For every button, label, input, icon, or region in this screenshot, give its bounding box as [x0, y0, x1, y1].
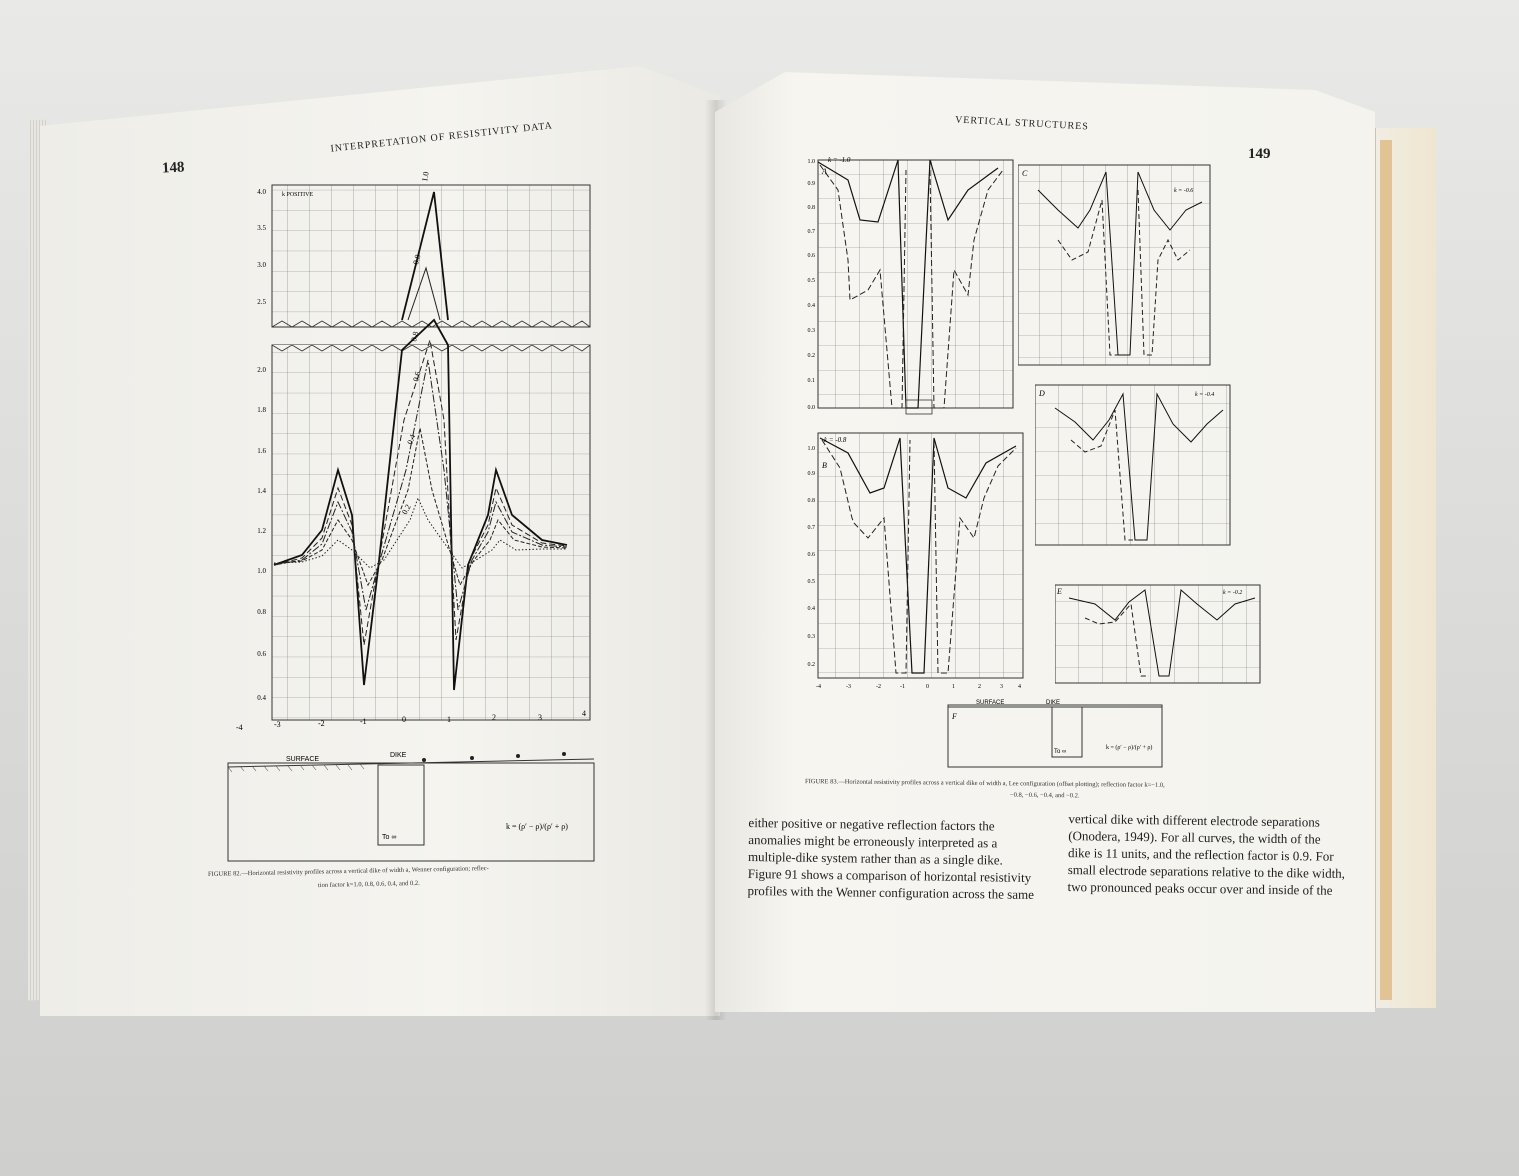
y-tick: 0.4: [257, 694, 266, 702]
y-tick: 0.3: [807, 328, 815, 334]
page-number-right: 149: [1248, 146, 1271, 162]
y-tick: 0.4: [807, 606, 815, 612]
y-tick: 1.0: [807, 159, 815, 165]
body-line: either positive or negative reflection factors the: [748, 815, 995, 834]
x-tick: 4: [1018, 684, 1021, 690]
y-tick: 1.8: [257, 406, 266, 414]
x-tick: -3: [274, 720, 281, 729]
running-head-right: VERTICAL STRUCTURES: [954, 114, 1090, 133]
y-tick: 0.2: [807, 662, 815, 668]
panel-b-k: k = -0.8: [824, 436, 847, 444]
panel-e-k: k = -0.2: [1223, 590, 1243, 596]
section-dike-label: DIKE: [390, 752, 407, 759]
section-infinity-label: To ∞: [382, 834, 397, 841]
section-f-dike: DIKE: [1046, 700, 1061, 706]
y-tick: 0.8: [257, 608, 266, 616]
panel-c-id: C: [1022, 169, 1028, 178]
curve-label-1-upper: 1.0: [420, 170, 431, 183]
panel-c: [1018, 160, 1218, 375]
section-f-formula: k = (ρ′ − ρ)/(ρ′ + ρ): [1106, 745, 1153, 751]
y-tick: 0.6: [807, 253, 815, 259]
panel-a-k: k = -1.0: [828, 156, 851, 164]
x-tick: 2: [492, 713, 496, 722]
y-tick: 0.3: [807, 634, 815, 640]
x-tick: 0: [926, 684, 929, 690]
curve-label-06: 0.6: [411, 370, 423, 383]
x-tick: 3: [538, 713, 542, 722]
upper-panel: [257, 171, 590, 327]
panel-b: [788, 428, 1028, 693]
body-line: vertical dike with different electrode separations: [1068, 811, 1320, 830]
body-column-1: [747, 814, 1035, 903]
section-surface-label: SURFACE: [286, 756, 320, 763]
y-tick: 0.9: [807, 471, 815, 477]
body-line: dike is 11 units, and the reflection factor is 0.9. For: [1067, 845, 1334, 864]
panel-a: [788, 150, 1018, 420]
running-head-left: INTERPRETATION OF RESISTIVITY DATA: [330, 120, 554, 155]
panel-a-id: A: [822, 167, 827, 176]
y-tick: 0.5: [807, 278, 815, 284]
figure-82-plot: [222, 170, 602, 740]
y-tick: 1.2: [257, 527, 266, 535]
body-column-2: [1067, 810, 1345, 899]
x-tick: 4: [582, 709, 586, 718]
body-line: multiple-dike system rather than as a single dike.: [747, 849, 1003, 868]
x-tick: -1: [360, 717, 367, 726]
panel-c-k: k = -0.6: [1174, 188, 1194, 194]
y-tick: 4.0: [257, 188, 266, 196]
curve-label-02: 0.2: [399, 502, 413, 516]
y-tick: 1.6: [257, 447, 266, 455]
y-tick: 0.6: [257, 650, 266, 658]
x-tick: 3: [1000, 684, 1003, 690]
y-tick: 0.1: [807, 378, 815, 384]
y-tick: 2.5: [257, 298, 266, 306]
y-tick: 0.0: [807, 405, 815, 411]
body-line: profiles with the Wenner configuration across the same: [747, 882, 1035, 902]
y-tick: 0.7: [807, 525, 815, 531]
y-tick: 0.8: [807, 205, 815, 211]
body-line: small electrode separations relative to the dike width,: [1067, 862, 1346, 881]
body-line: (Onodera, 1949). For all curves, the width of the: [1068, 828, 1321, 847]
x-tick: 1: [952, 684, 955, 690]
figure-82-caption-line-1: FIGURE 82.—Horizontal resistivity profiles across a vertical dike of width a, Wenner configuration; reflec-: [207, 865, 489, 878]
section-f-id: F: [952, 712, 957, 721]
lower-panel: [236, 320, 590, 732]
k-positive-label: k POSITIVE: [282, 192, 314, 198]
panel-d-id: D: [1039, 389, 1045, 398]
body-line: Figure 91 shows a comparison of horizontal resistivity: [747, 865, 1032, 885]
figure-82-caption-line-2: tion factor k=1.0, 0.8, 0.6, 0.4, and 0.2.: [317, 879, 420, 890]
panel-d-k: k = -0.4: [1195, 392, 1215, 398]
x-tick: -2: [318, 719, 325, 728]
book-cover-spine: [1380, 140, 1392, 1000]
y-tick: 0.9: [807, 181, 815, 187]
section-f-infinity: To ∞: [1054, 749, 1067, 755]
panel-d: [1035, 380, 1235, 555]
y-tick: 2.0: [257, 366, 266, 374]
curve-label-08-upper: 0.8: [411, 253, 423, 266]
panel-b-id: B: [822, 461, 827, 470]
section-formula: k = (ρ′ − ρ)/(ρ′ + ρ): [506, 822, 568, 831]
x-tick: -4: [816, 684, 821, 690]
body-line: two pronounced peaks occur over and inside of the: [1067, 879, 1333, 898]
y-tick: 0.6: [807, 552, 815, 558]
x-tick: 0: [402, 715, 406, 724]
section-f-surface: SURFACE: [976, 700, 1005, 706]
y-tick: 3.0: [257, 261, 266, 269]
curve-label-04: 0.4: [405, 433, 418, 446]
x-tick: 1: [447, 715, 451, 724]
x-tick: 2: [978, 684, 981, 690]
panel-e: [1055, 580, 1267, 690]
x-tick: -1: [900, 684, 905, 690]
figure-82-section: [226, 745, 598, 865]
y-tick: 0.2: [807, 353, 815, 359]
y-tick: 0.8: [807, 498, 815, 504]
y-tick: 3.5: [257, 224, 266, 232]
curve-label-08: 0.8: [409, 330, 421, 343]
x-tick: -2: [876, 684, 881, 690]
y-tick: 0.5: [807, 579, 815, 585]
x-tick: -3: [846, 684, 851, 690]
section-f: [946, 695, 1166, 770]
body-line: anomalies might be erroneously interpreted as a: [748, 832, 998, 851]
figure-83-caption-line-2: −0.8, −0.6, −0.4, and −0.2.: [1009, 791, 1080, 800]
x-tick: -4: [236, 723, 243, 732]
y-tick: 1.4: [257, 487, 266, 495]
figure-83-caption-line-1: FIGURE 83.—Horizontal resistivity profiles across a vertical dike of width a, Lee configuration (offset plotting); reflection factor k=−1.0,: [804, 778, 1165, 789]
y-tick: 0.4: [807, 303, 815, 309]
page-number-left: 148: [161, 159, 185, 177]
y-tick: 0.7: [807, 229, 815, 235]
y-tick: 1.0: [257, 567, 266, 575]
panel-e-id: E: [1057, 587, 1062, 596]
y-tick: 1.0: [807, 446, 815, 452]
